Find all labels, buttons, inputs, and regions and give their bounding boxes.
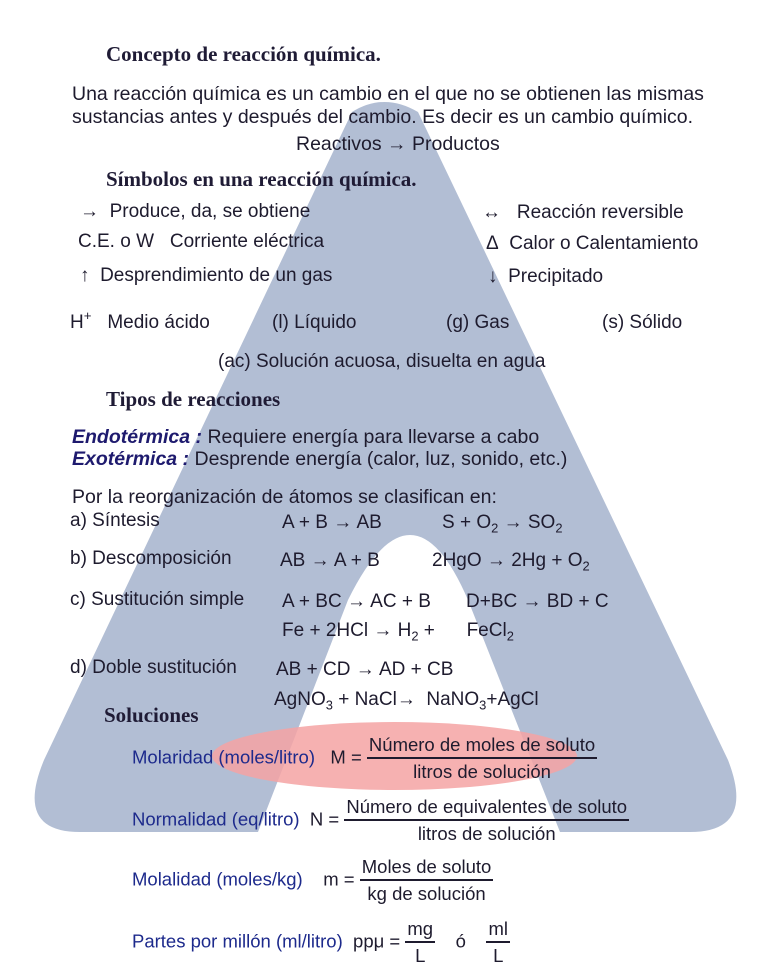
endotermica-text: Requiere energía para llevarse a cabo bbox=[202, 426, 540, 448]
symbol-acido-h: H bbox=[70, 312, 84, 333]
symbol-gas-up bbox=[80, 265, 332, 287]
molalidad-numerator: Moles de soluto bbox=[361, 856, 492, 877]
reactivos-productos bbox=[296, 133, 500, 156]
concepto-line-1: Una reacción química es un cambio en el que no se obtienen las mismas bbox=[72, 83, 704, 105]
endotermica-line bbox=[72, 426, 539, 449]
normalidad-label: Normalidad (eq/litro) bbox=[132, 808, 300, 830]
molalidad-fraction bbox=[360, 856, 494, 905]
symbol-acido-sup: + bbox=[83, 308, 92, 324]
arrow-down-icon: ↓ bbox=[488, 266, 498, 287]
descomp-eq-1: AB → A + B bbox=[280, 550, 380, 571]
reorganizacion-intro: Por la reorganización de átomos se clasifican en: bbox=[72, 486, 497, 508]
molalidad-row bbox=[132, 856, 493, 905]
symbol-corriente-text: Corriente eléctrica bbox=[169, 231, 325, 252]
symbol-gas: (g) Gas bbox=[446, 312, 510, 333]
ppm-row bbox=[132, 918, 510, 967]
symbol-corriente-code: C.E. o W bbox=[78, 231, 155, 252]
molaridad-row bbox=[132, 734, 597, 783]
ppm-label: Partes por millón (ml/litro) bbox=[132, 930, 343, 952]
symbol-calor bbox=[486, 233, 698, 255]
symbol-reversible bbox=[482, 202, 684, 224]
ppm-fraction-ml bbox=[486, 918, 510, 967]
ppm-var: ppμ = bbox=[353, 930, 401, 952]
tipo-doble-sustitucion: d) Doble sustitución bbox=[70, 657, 237, 678]
normalidad-fraction bbox=[344, 796, 629, 845]
exotermica-line bbox=[72, 448, 567, 471]
symbol-reversible-text: Reacción reversible bbox=[516, 202, 684, 223]
symbol-produce bbox=[80, 201, 310, 223]
doble-eq-2: AgNO$_3$ + NaCl→ NaNO$_3$+AgCl bbox=[274, 689, 539, 713]
symbol-solido: (s) Sólido bbox=[602, 312, 683, 333]
delta-icon: Δ bbox=[486, 233, 499, 254]
arrow-right-icon: → bbox=[80, 201, 99, 222]
symbol-acido bbox=[70, 308, 210, 334]
ppm-fraction-mg bbox=[405, 918, 435, 967]
symbol-gas-up-text: Desprendimiento de un gas bbox=[100, 265, 333, 286]
sintesis-eq-1: A + B → AB bbox=[282, 512, 382, 533]
molaridad-fraction bbox=[367, 734, 597, 783]
exotermica-text: Desprende energía (calor, luz, sonido, etc.) bbox=[189, 448, 568, 470]
exotermica-label: Exotérmica : bbox=[72, 448, 190, 470]
ppm-denominator-1: L bbox=[405, 941, 435, 967]
arrow-both-icon: ↔ bbox=[482, 202, 501, 223]
symbol-corriente bbox=[78, 231, 324, 253]
ppm-denominator-2: L bbox=[486, 941, 510, 967]
symbol-precipitado bbox=[488, 266, 603, 288]
productos-label: Productos bbox=[411, 133, 500, 155]
descomp-eq-2: $2HgO \to 2Hg + O_2$ bbox=[432, 550, 590, 574]
heading-simbolos: Símbolos en una reacción química. bbox=[106, 167, 417, 191]
sustitucion-eq-3: $Fe + 2HCl \to H_2$ + FeCl$_2$ bbox=[282, 620, 514, 644]
normalidad-var: N = bbox=[309, 808, 340, 830]
endotermica-label: Endotérmica : bbox=[72, 426, 203, 448]
molalidad-denominator: kg de solución bbox=[360, 879, 494, 905]
tipo-sustitucion-simple: c) Sustitución simple bbox=[70, 589, 245, 610]
symbol-precipitado-text: Precipitado bbox=[508, 266, 604, 287]
symbol-calor-text: Calor o Calentamiento bbox=[509, 233, 699, 254]
normalidad-numerator: Número de equivalentes de soluto bbox=[346, 796, 628, 817]
arrow-up-icon: ↑ bbox=[80, 265, 90, 286]
arrow-right-icon: → bbox=[387, 133, 407, 155]
molaridad-denominator: litros de solución bbox=[367, 757, 597, 783]
molalidad-label: Molalidad (moles/kg) bbox=[132, 868, 303, 890]
sustitucion-eq-2: D+BC → BD + C bbox=[466, 591, 609, 612]
heading-concepto: Concepto de reacción química. bbox=[106, 42, 381, 66]
ppm-or: ó bbox=[455, 930, 466, 952]
reactivos-label: Reactivos bbox=[296, 133, 382, 155]
symbol-produce-text: Produce, da, se obtiene bbox=[109, 201, 311, 222]
molaridad-var: M = bbox=[330, 746, 362, 768]
molalidad-var: m = bbox=[323, 868, 355, 890]
ppm-numerator-mg: mg bbox=[407, 918, 434, 939]
symbol-liquido: (l) Líquido bbox=[272, 312, 357, 333]
molaridad-numerator: Número de moles de soluto bbox=[368, 734, 596, 755]
ppm-numerator-ml: ml bbox=[488, 918, 509, 939]
concepto-line-2: sustancias antes y después del cambio. Es decir es un cambio químico. bbox=[72, 106, 694, 128]
normalidad-row bbox=[132, 796, 629, 845]
heading-tipos: Tipos de reacciones bbox=[106, 387, 281, 411]
tipo-descomposicion: b) Descomposición bbox=[70, 548, 232, 569]
sustitucion-eq-1: A + BC → AC + B bbox=[282, 591, 431, 612]
heading-soluciones: Soluciones bbox=[104, 703, 199, 727]
symbol-acido-text: Medio ácido bbox=[107, 312, 210, 333]
symbol-acuosa: (ac) Solución acuosa, disuelta en agua bbox=[218, 351, 546, 372]
sintesis-eq-2: $S + O_2 \to SO_2$ bbox=[442, 512, 563, 536]
tipo-sintesis: a) Síntesis bbox=[70, 510, 160, 531]
doble-eq-1: AB + CD → AD + CB bbox=[276, 659, 454, 680]
normalidad-denominator: litros de solución bbox=[344, 819, 629, 845]
molaridad-label: Molaridad (moles/litro) bbox=[132, 746, 315, 768]
